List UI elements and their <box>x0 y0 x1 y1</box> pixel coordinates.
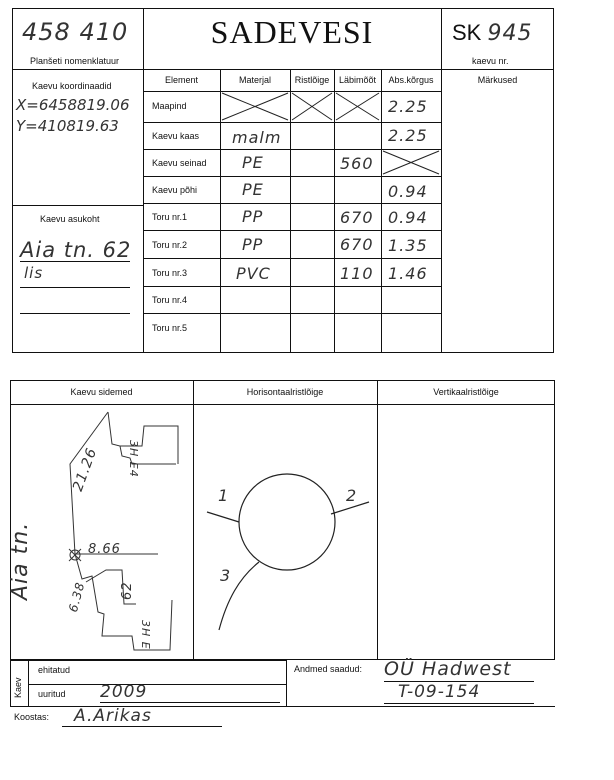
well-number-label: kaevu nr. <box>472 56 509 66</box>
building-label: 3H E <box>139 620 152 650</box>
materjal-value: malm <box>232 128 282 147</box>
table-row-label: Kaevu kaas <box>152 131 200 141</box>
table-row-label: Kaevu põhi <box>152 185 198 195</box>
table-header-ristloige: Ristlõige <box>294 75 330 85</box>
well-number <box>452 20 532 46</box>
table-row-label: Maapind <box>152 101 187 111</box>
location-label: Kaevu asukoht <box>40 214 100 224</box>
andmed-label: Andmed saadud: <box>294 664 363 674</box>
koostas-value: A.Arikas <box>74 706 152 726</box>
nomenclature-value: 458 410 <box>22 18 129 46</box>
labimoot-value: 560 <box>340 154 374 173</box>
sketch-header-connections: Kaevu sidemed <box>70 387 133 397</box>
cross-mark <box>334 91 381 122</box>
uuritud-value: 2009 <box>100 682 148 702</box>
write-line <box>20 287 130 288</box>
andmed-value: T-09-154 <box>398 682 481 702</box>
horizontal-section <box>193 404 377 660</box>
abs-value: 0.94 <box>388 208 428 227</box>
write-line <box>62 726 222 727</box>
table-header-element: Element <box>164 75 199 85</box>
nomenclature-label: Planšeti nomenklatuur <box>30 56 120 66</box>
table-header-labimoot: Läbimõõt <box>338 75 377 85</box>
pipe-number: 3 <box>220 566 232 585</box>
sketch-header-horizontal: Horisontaalristlõige <box>246 387 324 397</box>
write-line <box>384 681 534 682</box>
materjal-value: PE <box>242 153 264 172</box>
abs-value: 1.46 <box>388 264 428 283</box>
table-row-label: Toru nr.1 <box>152 212 188 222</box>
dimension-label: 62 <box>120 581 135 600</box>
building-label: 3H E4 <box>127 440 140 478</box>
labimoot-value: 670 <box>340 208 374 227</box>
materjal-value: PP <box>242 235 264 254</box>
materjal-value: PP <box>242 207 264 226</box>
connections-sketch <box>10 404 193 660</box>
coords-label: Kaevu koordinaadid <box>32 81 112 91</box>
table-header-markused: Märkused <box>477 75 518 85</box>
table-row-label: Toru nr.4 <box>152 295 188 305</box>
divider <box>28 684 286 685</box>
pipe-number: 1 <box>218 486 230 505</box>
cross-mark <box>220 91 334 122</box>
location-line1: Aia tn. 62 <box>20 238 132 262</box>
divider <box>12 69 554 70</box>
table-row-label: Kaevu seinad <box>152 158 207 168</box>
divider <box>10 660 11 706</box>
divider <box>377 380 378 660</box>
dimension-label: 6.38 <box>66 580 88 614</box>
labimoot-value: 670 <box>340 235 374 254</box>
kaev-label: Kaev <box>13 677 23 698</box>
divider <box>143 8 144 353</box>
pipe-number: 2 <box>346 486 358 505</box>
write-line <box>20 261 130 262</box>
ehitatud-label: ehitatud <box>38 665 71 675</box>
andmed-value: OÜ Hadwest <box>384 658 512 680</box>
cross-mark <box>381 149 441 176</box>
table-row-label: Toru nr.5 <box>152 323 188 333</box>
dimension-label: 21.26 <box>70 445 101 494</box>
table-header-materjal: Materjal <box>238 75 271 85</box>
materjal-value: PE <box>242 180 264 199</box>
table-row-label: Toru nr.2 <box>152 240 188 250</box>
divider <box>441 8 442 69</box>
well-number-prefix: SK <box>452 20 482 45</box>
abs-value: 2.25 <box>388 126 428 145</box>
divider <box>286 660 287 706</box>
divider <box>10 660 286 661</box>
table-row-label: Toru nr.3 <box>152 268 188 278</box>
page-title: SADEVESI <box>210 14 374 50</box>
abs-value: 0.94 <box>388 182 428 201</box>
labimoot-value: 110 <box>340 264 374 283</box>
divider <box>12 205 143 206</box>
dimension-label: 8.66 <box>88 542 121 557</box>
abs-value: 1.35 <box>388 236 428 255</box>
uuritud-label: uuritud <box>38 689 66 699</box>
coord-y: Y=410819.63 <box>16 117 119 135</box>
abs-value: 2.25 <box>388 97 428 116</box>
divider <box>28 660 29 706</box>
write-line <box>100 702 280 703</box>
location-line2: lis <box>24 264 44 282</box>
street-name: Aia tn. <box>8 521 33 600</box>
write-line <box>384 703 534 704</box>
coord-x: X=6458819.06 <box>16 96 130 114</box>
write-line <box>20 313 130 314</box>
koostas-label: Koostas: <box>14 712 50 722</box>
table-header-abs: Abs.kõrgus <box>388 75 434 85</box>
materjal-value: PVC <box>236 264 271 283</box>
well-number-value: 945 <box>487 21 533 46</box>
sketch-header-vertical: Vertikaalristlõige <box>433 387 499 397</box>
